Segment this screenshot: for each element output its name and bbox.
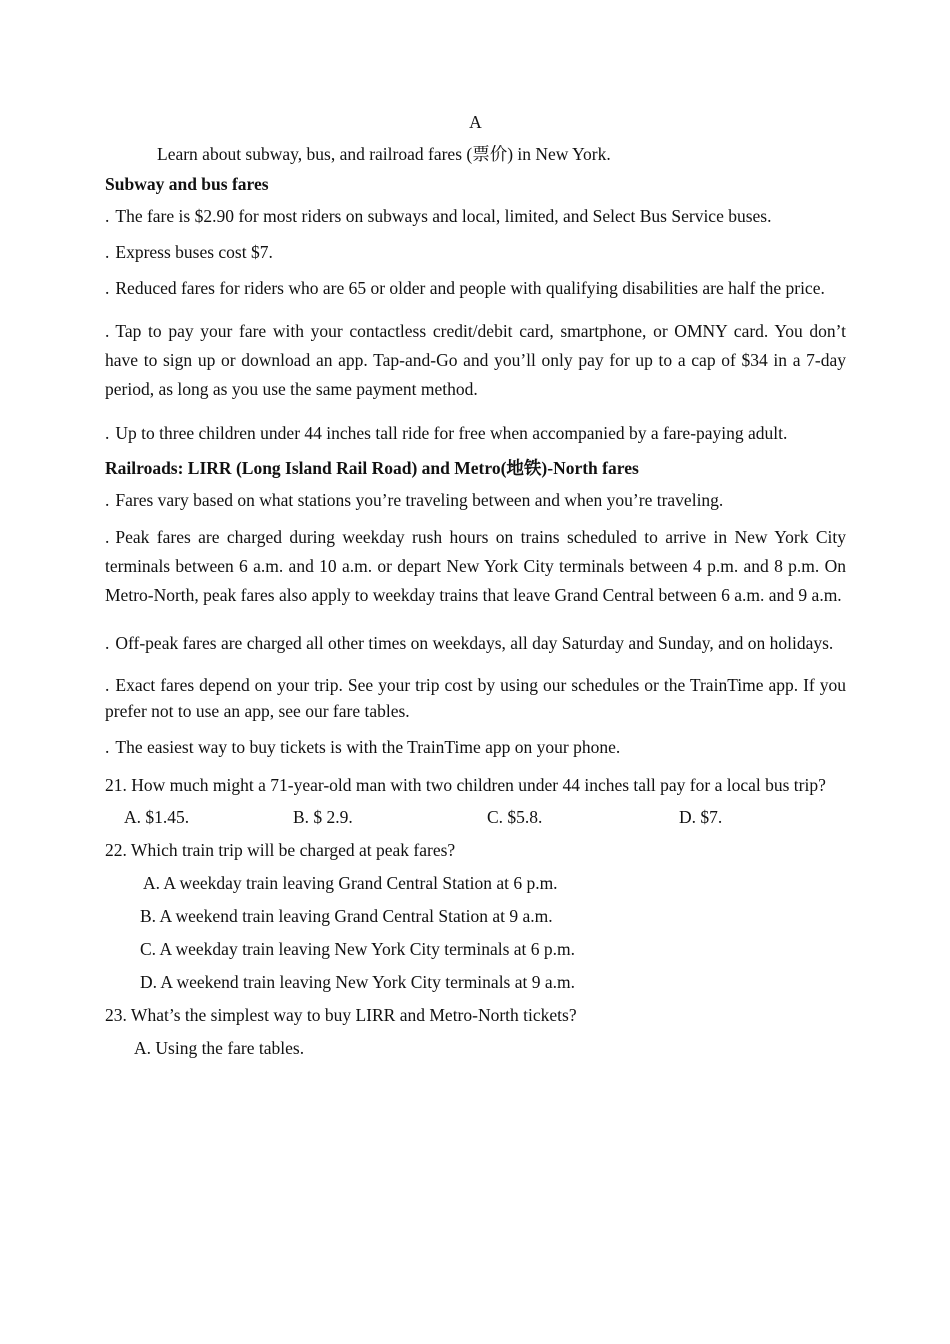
- railroad-bullet: [105, 672, 846, 724]
- subway-bullet: [105, 275, 846, 301]
- option-b: B. $ 2.9.: [293, 807, 353, 827]
- bullet-text: The fare is $2.90 for most riders on subways and local, limited, and Select Bus Service buses.: [115, 206, 772, 226]
- bullet-text: Reduced fares for riders who are 65 or older and people with qualifying disabilities are half the price.: [115, 278, 825, 298]
- option-a: A. $1.45.: [124, 807, 190, 827]
- subway-bullet: [105, 317, 846, 404]
- railroads-heading: Railroads: LIRR (Long Island Rail Road) and Metro(地铁)-North fares: [105, 458, 639, 478]
- option-a: A. A weekday train leaving Grand Central Station at 6 p.m.: [143, 873, 558, 893]
- bullet-text: Tap to pay your fare with your contactless credit/debit card, smartphone, or OMNY card. You don’t have to sign up or download an app. Tap-and-Go and you’ll only pay for up to a cap of $34 in a 7-day period, as long as you use the same payment method.: [105, 321, 846, 399]
- bullet-text: Exact fares depend on your trip. See your trip cost by using our schedules or the TrainTime app. If you prefer not to use an app, see our fare tables.: [105, 675, 846, 721]
- bullet-text: The easiest way to buy tickets is with the TrainTime app on your phone.: [115, 737, 621, 757]
- bullet-text: Peak fares are charged during weekday rush hours on trains scheduled to arrive in New York City terminals between 6 a.m. and 10 a.m. or depart New York City terminals between 4 p.m. and 8 p.m. On Metro-North, peak fares also apply to weekday trains that leave Grand Central between 6 a.m. and 9 a.m.: [105, 527, 846, 605]
- option-b: B. A weekend train leaving Grand Central Station at 9 a.m.: [140, 906, 553, 926]
- intro-text: Learn about subway, bus, and railroad fares (票价) in New York.: [157, 144, 611, 164]
- section-letter: A: [469, 112, 482, 132]
- railroad-bullet: [105, 523, 846, 610]
- option-c: C. A weekday train leaving New York City terminals at 6 p.m.: [140, 939, 576, 959]
- railroad-bullet: [105, 734, 846, 760]
- bullet-text: Fares vary based on what stations you’re traveling between and when you’re traveling.: [115, 490, 724, 510]
- question-22: 22. Which train trip will be charged at peak fares?: [105, 840, 456, 860]
- option-d: D. A weekend train leaving New York City terminals at 9 a.m.: [140, 972, 575, 992]
- bullet-dot: .: [105, 527, 110, 547]
- bullet-dot: .: [105, 242, 110, 262]
- subway-bullet: [105, 239, 846, 265]
- subway-bullet: [105, 420, 846, 446]
- question-21-options: [105, 805, 846, 829]
- bullet-text: Off-peak fares are charged all other times on weekdays, all day Saturday and Sunday, and on holidays.: [115, 633, 834, 653]
- bullet-text: Express buses cost $7.: [115, 242, 273, 262]
- bullet-text: Up to three children under 44 inches tall ride for free when accompanied by a fare-paying adult.: [115, 423, 788, 443]
- bullet-dot: .: [105, 423, 110, 443]
- document-page: [105, 110, 846, 1069]
- option-d: D. $7.: [679, 807, 723, 827]
- bullet-dot: .: [105, 633, 110, 653]
- option-c: C. $5.8.: [487, 807, 543, 827]
- subway-bullet: [105, 203, 846, 229]
- bullet-dot: .: [105, 278, 110, 298]
- bullet-dot: .: [105, 206, 110, 226]
- railroad-bullet: [105, 487, 846, 513]
- railroad-bullet: [105, 630, 846, 656]
- option-a: A. Using the fare tables.: [134, 1038, 305, 1058]
- question-23: 23. What’s the simplest way to buy LIRR and Metro-North tickets?: [105, 1005, 577, 1025]
- bullet-dot: .: [105, 490, 110, 510]
- bullet-dot: .: [105, 675, 110, 695]
- subway-heading: Subway and bus fares: [105, 174, 269, 194]
- bullet-dot: .: [105, 321, 110, 341]
- question-21: 21. How much might a 71-year-old man with two children under 44 inches tall pay for a local bus trip?: [105, 775, 826, 795]
- bullet-dot: .: [105, 737, 110, 757]
